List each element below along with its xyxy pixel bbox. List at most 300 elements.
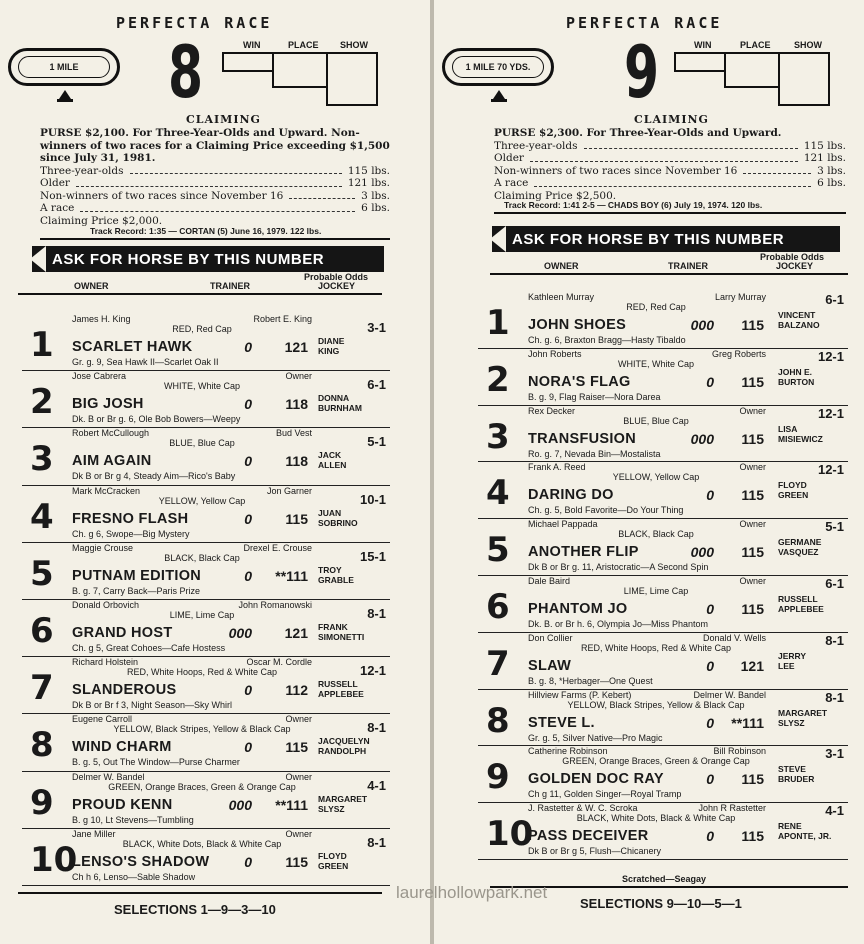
assigned-weight: 115 bbox=[741, 317, 764, 333]
race-type: CLAIMING bbox=[634, 113, 709, 126]
jockey-name: DIANE KING bbox=[318, 336, 345, 356]
weight-value: 6 lbs. bbox=[361, 202, 390, 214]
race-9-page bbox=[434, 0, 864, 944]
leader-dots bbox=[534, 177, 811, 187]
header-rule bbox=[494, 212, 846, 214]
trainer-name: Owner bbox=[739, 519, 766, 530]
assigned-weight: 112 bbox=[285, 682, 308, 699]
weight-label: A race bbox=[494, 177, 529, 189]
weight-label: A race bbox=[40, 202, 75, 214]
assigned-weight: 115 bbox=[741, 601, 764, 617]
wager-label-1: PLACE bbox=[740, 40, 771, 50]
weight-allowance-row bbox=[494, 165, 846, 178]
trainer-name: Jon Garner bbox=[266, 485, 312, 496]
owner-name: Delmer W. Bandel bbox=[72, 771, 145, 782]
medication-code: 0 bbox=[244, 567, 252, 584]
leader-dots bbox=[130, 165, 342, 175]
entry-row bbox=[478, 690, 848, 747]
entry-row bbox=[22, 829, 390, 886]
selections: SELECTIONS 9—10—5—1 bbox=[580, 896, 742, 911]
owner-name: John Roberts bbox=[528, 348, 582, 359]
medication-code: 0 bbox=[244, 853, 252, 870]
jockey-name: FLOYD GREEN bbox=[778, 480, 809, 501]
medication-code: 0 bbox=[706, 657, 714, 674]
probable-odds: 4-1 bbox=[367, 777, 386, 793]
horse-name: DARING DO bbox=[528, 487, 614, 504]
post-position: 6 bbox=[30, 611, 54, 651]
place-box bbox=[272, 52, 328, 88]
race-number: 9 bbox=[624, 30, 660, 114]
medication-code: 0 bbox=[706, 601, 714, 617]
medication-code: 000 bbox=[690, 544, 714, 561]
trainer-name: Robert E. King bbox=[253, 314, 312, 324]
assigned-weight: 115 bbox=[741, 487, 764, 504]
jockey-name: JERRY LEE bbox=[778, 650, 807, 671]
breeding-line: B. g. 9, Flag Raiser—Nora Darea bbox=[528, 391, 661, 402]
weight-value: 121 lbs. bbox=[347, 177, 390, 189]
post-position: 10 bbox=[486, 814, 534, 855]
assigned-weight: 115 bbox=[741, 430, 764, 447]
medication-code: 0 bbox=[706, 828, 714, 845]
entry-row bbox=[22, 600, 390, 657]
breeding-line: Ch g 11, Golden Singer—Royal Tramp bbox=[528, 789, 682, 800]
show-box bbox=[778, 52, 830, 106]
silks-colors: BLUE, Blue Cap bbox=[623, 415, 689, 426]
assigned-weight: 115 bbox=[741, 771, 764, 788]
breeding-line: Ch. g. 5, Bold Favorite—Do Your Thing bbox=[528, 505, 684, 516]
weight-allowance-row bbox=[494, 152, 846, 165]
owner-name: Hillview Farms (P. Kebert) bbox=[528, 689, 632, 700]
jockey-name: MARGARET SLYSZ bbox=[318, 793, 368, 814]
weight-value: 115 lbs. bbox=[803, 139, 846, 152]
probable-odds: 3-1 bbox=[825, 746, 844, 762]
start-pointer-base bbox=[57, 99, 73, 102]
trainer-name: John Romanowski bbox=[238, 600, 312, 610]
medication-code: 0 bbox=[244, 396, 252, 413]
medication-code: 000 bbox=[228, 796, 252, 813]
owner-name: Dale Baird bbox=[528, 576, 571, 586]
assigned-weight: 115 bbox=[285, 739, 308, 756]
probable-odds: 4-1 bbox=[825, 803, 844, 819]
trainer-header: TRAINER bbox=[210, 281, 250, 291]
probable-odds: 8-1 bbox=[367, 720, 386, 736]
silks-colors: BLACK, Black Cap bbox=[164, 552, 240, 563]
track-record: Track Record: 1:41 2-5 — CHADS BOY (6) July 19, 1974. 120 lbs. bbox=[504, 200, 763, 210]
weight-label: Three-year-olds bbox=[40, 164, 124, 177]
trainer-name: Owner bbox=[285, 371, 312, 382]
probable-odds: 8-1 bbox=[825, 689, 844, 705]
leader-dots bbox=[289, 190, 355, 200]
claiming-price: Claiming Price $2,500. bbox=[494, 189, 617, 202]
horse-name: GOLDEN DOC RAY bbox=[528, 771, 664, 788]
trainer-name: Owner bbox=[285, 714, 312, 725]
weight-allowance-row bbox=[494, 177, 846, 190]
assigned-weight: 118 bbox=[285, 396, 308, 413]
jockey-name: JUAN SOBRINO bbox=[318, 507, 358, 528]
probable-odds: 6-1 bbox=[825, 292, 844, 307]
breeding-line: B. g. 8, *Herbager—One Quest bbox=[528, 675, 653, 686]
medication-code: 0 bbox=[706, 487, 714, 504]
weight-label: Older bbox=[494, 152, 524, 164]
silks-colors: RED, White Hoops, Red & White Cap bbox=[580, 642, 732, 653]
win-box bbox=[674, 52, 726, 72]
footer-rule bbox=[18, 892, 382, 894]
entry-row bbox=[22, 543, 390, 600]
selections: SELECTIONS 1—9—3—10 bbox=[114, 902, 276, 917]
assigned-weight: 115 bbox=[741, 373, 764, 390]
purse-conditions: PURSE $2,100. For Three-Year-Olds and Upward. Non-winners of two races for a Claiming Price exceeding $1,500 since July 31, 1981. bbox=[40, 127, 390, 164]
horse-name: SCARLET HAWK bbox=[72, 339, 193, 355]
post-position: 7 bbox=[486, 643, 510, 684]
race-title: PERFECTA RACE bbox=[566, 14, 723, 32]
trainer-name: Owner bbox=[739, 462, 766, 473]
track-oval-icon bbox=[442, 48, 554, 86]
silks-colors: BLUE, Blue Cap bbox=[169, 438, 235, 449]
probable-odds: 12-1 bbox=[817, 348, 844, 364]
owner-name: Jane Miller bbox=[72, 828, 116, 839]
trainer-name: Owner bbox=[739, 405, 766, 416]
weight-label: Older bbox=[40, 177, 70, 189]
entry-row bbox=[478, 292, 848, 349]
jockey-name: FRANK SIMONETTI bbox=[318, 622, 365, 642]
weight-allowance-row bbox=[40, 190, 390, 203]
breeding-line: Ch h 6, Lenso—Sable Shadow bbox=[72, 871, 196, 882]
trainer-name: Bill Robinson bbox=[713, 746, 766, 757]
owner-name: Don Collier bbox=[528, 632, 573, 643]
trainer-name: Owner bbox=[739, 576, 766, 586]
owner-name: Frank A. Reed bbox=[528, 462, 586, 473]
medication-code: 0 bbox=[706, 714, 714, 731]
weight-value: 3 lbs. bbox=[361, 189, 390, 202]
jockey-name: LISA MISIEWICZ bbox=[778, 423, 823, 444]
silks-colors: WHITE, White Cap bbox=[163, 381, 240, 392]
owner-name: Richard Holstein bbox=[72, 657, 139, 668]
assigned-weight: 115 bbox=[741, 544, 764, 561]
medication-code: 0 bbox=[706, 373, 714, 390]
horse-name: ANOTHER FLIP bbox=[528, 544, 639, 561]
jockey-name: JACK ALLEN bbox=[318, 450, 347, 471]
assigned-weight: **111 bbox=[275, 567, 308, 584]
race-title: PERFECTA RACE bbox=[116, 14, 273, 32]
medication-code: 0 bbox=[244, 739, 252, 756]
weight-value: 115 lbs. bbox=[347, 164, 390, 177]
post-position: 7 bbox=[30, 668, 54, 709]
assigned-weight: 121 bbox=[284, 625, 308, 641]
assigned-weight: 121 bbox=[740, 657, 764, 674]
trainer-name: Drexel E. Crouse bbox=[243, 542, 312, 553]
horse-name: GRAND HOST bbox=[72, 625, 173, 641]
assigned-weight: 115 bbox=[285, 510, 308, 527]
probable-odds: 8-1 bbox=[367, 834, 386, 850]
silks-colors: RED, Red Cap bbox=[172, 324, 232, 334]
wager-label-0: WIN bbox=[694, 40, 712, 50]
breeding-line: Dk B or Br g. 11, Aristocratic—A Second Spin bbox=[528, 562, 709, 573]
jockey-name: GERMANE VASQUEZ bbox=[778, 537, 822, 558]
start-pointer-icon bbox=[59, 90, 71, 99]
race-type: CLAIMING bbox=[186, 113, 261, 126]
odds-header: Probable Odds bbox=[304, 272, 369, 282]
owner-name: Mark McCracken bbox=[72, 485, 141, 496]
leader-dots bbox=[743, 165, 811, 175]
start-pointer-icon bbox=[493, 90, 505, 99]
jockey-name: FLOYD GREEN bbox=[318, 850, 349, 871]
probable-odds: 6-1 bbox=[825, 576, 844, 591]
leader-dots bbox=[530, 152, 798, 162]
trainer-name: Delmer W. Bandel bbox=[693, 689, 766, 700]
owner-name: J. Rastetter & W. C. Scroka bbox=[528, 803, 638, 814]
jockey-name: RUSSELL APPLEBEE bbox=[318, 679, 364, 700]
horse-name: FRESNO FLASH bbox=[72, 510, 189, 527]
post-position: 9 bbox=[486, 757, 510, 798]
silks-colors: BLACK, Black Cap bbox=[618, 529, 694, 540]
breeding-line: Gr. g. 5, Silver Native—Pro Magic bbox=[528, 732, 663, 743]
wager-label-0: WIN bbox=[243, 40, 261, 50]
owner-name: Eugene Carroll bbox=[72, 714, 133, 725]
breeding-line: Ch. g 5, Great Cohoes—Cafe Hostess bbox=[72, 643, 226, 653]
breeding-line: Dk B or Br f 3, Night Season—Sky Whirl bbox=[72, 700, 233, 711]
entry-row bbox=[22, 486, 390, 543]
entry-row bbox=[478, 519, 848, 576]
silks-colors: GREEN, Orange Braces, Green & Orange Cap bbox=[108, 781, 296, 792]
ask-banner-text: ASK FOR HORSE BY THIS NUMBER bbox=[512, 230, 785, 248]
weight-label: Three-year-olds bbox=[494, 139, 578, 152]
assigned-weight: **111 bbox=[731, 714, 764, 731]
trainer-name: Greg Roberts bbox=[711, 348, 766, 359]
column-rule bbox=[490, 273, 848, 275]
post-position: 1 bbox=[486, 303, 510, 343]
post-position: 4 bbox=[486, 473, 510, 514]
post-position: 1 bbox=[30, 325, 54, 365]
silks-colors: BLACK, White Dots, Black & White Cap bbox=[122, 838, 282, 849]
entry-row bbox=[22, 714, 390, 771]
ask-for-horse-banner bbox=[492, 226, 840, 252]
track-record: Track Record: 1:35 — CORTAN (5) June 16, 1979. 122 lbs. bbox=[90, 226, 322, 236]
race-8-page bbox=[0, 0, 430, 944]
owner-header: OWNER bbox=[544, 261, 579, 271]
horse-name: AIM AGAIN bbox=[72, 453, 152, 470]
post-position: 9 bbox=[30, 782, 54, 823]
wager-label-2: SHOW bbox=[340, 40, 368, 50]
purse-conditions: PURSE $2,300. For Three-Year-Olds and Upward. bbox=[494, 127, 782, 139]
jockey-name: TROY GRABLE bbox=[318, 564, 354, 585]
post-position: 5 bbox=[486, 530, 510, 571]
horse-name: NORA'S FLAG bbox=[528, 373, 631, 390]
horse-name: PASS DECEIVER bbox=[528, 828, 649, 845]
silks-colors: RED, Red Cap bbox=[626, 302, 686, 312]
leader-dots bbox=[76, 177, 342, 187]
probable-odds: 12-1 bbox=[817, 462, 844, 478]
owner-name: Robert McCullough bbox=[72, 428, 150, 439]
jockey-name: JACQUELYN RANDOLPH bbox=[318, 736, 370, 757]
post-position: 5 bbox=[30, 553, 54, 594]
post-position: 8 bbox=[30, 725, 54, 766]
assigned-weight: 115 bbox=[285, 853, 308, 870]
column-rule bbox=[18, 293, 382, 295]
entry-row bbox=[22, 314, 390, 371]
post-position: 3 bbox=[30, 439, 54, 480]
post-position: 8 bbox=[486, 700, 510, 741]
breeding-line: Gr. g. 9, Sea Hawk II—Scarlet Oak II bbox=[72, 357, 219, 367]
probable-odds: 6-1 bbox=[367, 377, 386, 393]
medication-code: 0 bbox=[244, 682, 252, 699]
header-rule bbox=[40, 238, 390, 240]
watermark: laurelhollowpark.net bbox=[396, 883, 548, 902]
post-position: 4 bbox=[30, 496, 54, 537]
probable-odds: 3-1 bbox=[367, 320, 386, 335]
silks-colors: BLACK, White Dots, Black & White Cap bbox=[576, 813, 736, 824]
silks-colors: LIME, Lime Cap bbox=[169, 610, 235, 620]
horse-name: JOHN SHOES bbox=[528, 317, 627, 333]
owner-name: Catherine Robinson bbox=[528, 746, 608, 757]
breeding-line: B. g 10, Lt Stevens—Tumbling bbox=[72, 814, 194, 825]
assigned-weight: **111 bbox=[275, 796, 308, 813]
wager-label-2: SHOW bbox=[794, 40, 822, 50]
race-distance: 1 MILE bbox=[18, 56, 110, 78]
entry-row bbox=[22, 371, 390, 428]
silks-colors: YELLOW, Black Stripes, Yellow & Black Cap bbox=[113, 724, 291, 735]
entry-row bbox=[22, 657, 390, 714]
race-conditions bbox=[494, 127, 846, 202]
race-number: 8 bbox=[168, 30, 204, 114]
owner-name: Jose Cabrera bbox=[72, 371, 127, 382]
place-box bbox=[724, 52, 780, 88]
trainer-name: Oscar M. Cordle bbox=[246, 657, 312, 668]
entry-divider bbox=[478, 859, 848, 860]
jockey-name: RUSSELL APPLEBEE bbox=[778, 594, 824, 614]
horse-name: STEVE L. bbox=[528, 714, 595, 731]
horse-name: TRANSFUSION bbox=[528, 430, 637, 447]
weight-allowance-row bbox=[494, 140, 846, 153]
breeding-line: Ch. g. 6, Braxton Bragg—Hasty Tibaldo bbox=[528, 335, 686, 345]
horse-name: LENSO'S SHADOW bbox=[72, 853, 210, 870]
breeding-line: B. g. 5, Out The Window—Purse Charmer bbox=[72, 757, 240, 768]
trainer-name: John R Rastetter bbox=[698, 803, 766, 814]
ask-banner-text: ASK FOR HORSE BY THIS NUMBER bbox=[52, 250, 325, 268]
horse-name: BIG JOSH bbox=[72, 396, 144, 413]
breeding-line: Ro. g. 7, Nevada Bin—Mostalista bbox=[528, 448, 661, 459]
silks-colors: RED, White Hoops, Red & White Cap bbox=[126, 667, 278, 678]
owner-name: Michael Pappada bbox=[528, 519, 598, 530]
horse-name: SLAW bbox=[528, 657, 572, 674]
assigned-weight: 121 bbox=[284, 339, 308, 355]
silks-colors: YELLOW, Yellow Cap bbox=[612, 472, 700, 483]
probable-odds: 5-1 bbox=[367, 434, 386, 450]
start-pointer-base bbox=[491, 99, 507, 102]
trainer-name: Donald V. Wells bbox=[702, 632, 766, 643]
weight-allowance-row bbox=[40, 202, 390, 215]
horse-name: SLANDEROUS bbox=[72, 682, 177, 699]
probable-odds: 12-1 bbox=[359, 663, 386, 679]
post-position: 2 bbox=[486, 359, 510, 400]
medication-code: 000 bbox=[228, 625, 252, 641]
silks-colors: LIME, Lime Cap bbox=[623, 586, 689, 596]
trainer-header: TRAINER bbox=[668, 261, 708, 271]
trainer-name: Larry Murray bbox=[714, 292, 766, 302]
breeding-line: B. g. 7, Carry Back—Paris Prize bbox=[72, 585, 201, 596]
silks-colors: GREEN, Orange Braces, Green & Orange Cap bbox=[562, 756, 750, 767]
trainer-name: Owner bbox=[285, 771, 312, 782]
show-box bbox=[326, 52, 378, 106]
weight-label: Non-winners of two races since November 16 bbox=[494, 164, 738, 177]
post-position: 10 bbox=[30, 839, 78, 880]
entry-row bbox=[478, 462, 848, 519]
horse-name: PUTNAM EDITION bbox=[72, 567, 202, 584]
horse-name: PHANTOM JO bbox=[528, 601, 628, 617]
probable-odds: 5-1 bbox=[825, 519, 844, 535]
jockey-header: JOCKEY bbox=[776, 261, 814, 271]
trainer-name: Bud Vest bbox=[275, 428, 312, 439]
owner-name: Donald Orbovich bbox=[72, 600, 140, 610]
probable-odds: 15-1 bbox=[359, 548, 386, 564]
trainer-name: Owner bbox=[285, 828, 312, 839]
wager-label-1: PLACE bbox=[288, 40, 319, 50]
entry-row bbox=[22, 772, 390, 829]
silks-colors: YELLOW, Black Stripes, Yellow & Black Cap bbox=[567, 699, 745, 710]
race-distance: 1 MILE 70 YDS. bbox=[452, 56, 544, 78]
arrow-left-icon bbox=[30, 246, 46, 272]
silks-colors: WHITE, White Cap bbox=[617, 358, 694, 369]
entry-row bbox=[478, 576, 848, 633]
entry-row bbox=[478, 746, 848, 803]
post-position: 3 bbox=[486, 416, 510, 457]
owner-name: Maggie Crouse bbox=[72, 542, 134, 553]
weight-label: Non-winners of two races since November 16 bbox=[40, 189, 284, 202]
jockey-name: RENE APONTE, JR. bbox=[778, 821, 832, 842]
arrow-left-icon bbox=[490, 226, 506, 252]
assigned-weight: 115 bbox=[741, 828, 764, 845]
leader-dots bbox=[584, 140, 798, 150]
probable-odds: 10-1 bbox=[359, 491, 386, 507]
entry-row bbox=[478, 406, 848, 463]
jockey-name: JOHN E. BURTON bbox=[778, 366, 815, 387]
owner-name: Kathleen Murray bbox=[528, 292, 595, 302]
probable-odds: 12-1 bbox=[817, 405, 844, 421]
entry-row bbox=[478, 633, 848, 690]
ask-for-horse-banner bbox=[32, 246, 384, 272]
medication-code: 000 bbox=[690, 317, 714, 333]
track-oval-icon bbox=[8, 48, 120, 86]
breeding-line: Dk. B. or Br h. 6, Olympia Jo—Miss Phantom bbox=[528, 619, 709, 629]
win-box bbox=[222, 52, 274, 72]
silks-colors: YELLOW, Yellow Cap bbox=[158, 495, 246, 506]
jockey-name: MARGARET SLYSZ bbox=[778, 707, 828, 728]
medication-code: 0 bbox=[706, 771, 714, 788]
post-position: 2 bbox=[30, 382, 54, 423]
medication-code: 0 bbox=[244, 339, 252, 355]
horse-name: WIND CHARM bbox=[72, 739, 172, 756]
owner-name: James H. King bbox=[72, 314, 131, 324]
owner-name: Rex Decker bbox=[528, 405, 576, 416]
breeding-line: Dk B or Br g 5, Flush—Chicanery bbox=[528, 846, 662, 857]
breeding-line: Dk B or Br g 4, Steady Aim—Rico's Baby bbox=[72, 471, 236, 482]
weight-value: 3 lbs. bbox=[817, 164, 846, 177]
assigned-weight: 118 bbox=[285, 453, 308, 470]
probable-odds: 8-1 bbox=[367, 606, 386, 621]
jockey-header: JOCKEY bbox=[318, 281, 356, 291]
weight-allowance-row bbox=[40, 177, 390, 190]
weight-value: 121 lbs. bbox=[803, 152, 846, 164]
horse-name: PROUD KENN bbox=[72, 796, 173, 813]
entry-row bbox=[478, 803, 848, 860]
claiming-price: Claiming Price $2,000. bbox=[40, 214, 163, 227]
entry-row bbox=[22, 428, 390, 485]
breeding-line: Ch. g 6, Swope—Big Mystery bbox=[72, 528, 190, 539]
jockey-name: DONNA BURNHAM bbox=[318, 393, 362, 414]
medication-code: 000 bbox=[690, 430, 714, 447]
jockey-name: VINCENT BALZANO bbox=[778, 310, 820, 330]
race-conditions bbox=[40, 127, 390, 227]
breeding-line: Dk. B or Br g. 6, Ole Bob Bowers—Weepy bbox=[72, 414, 241, 425]
